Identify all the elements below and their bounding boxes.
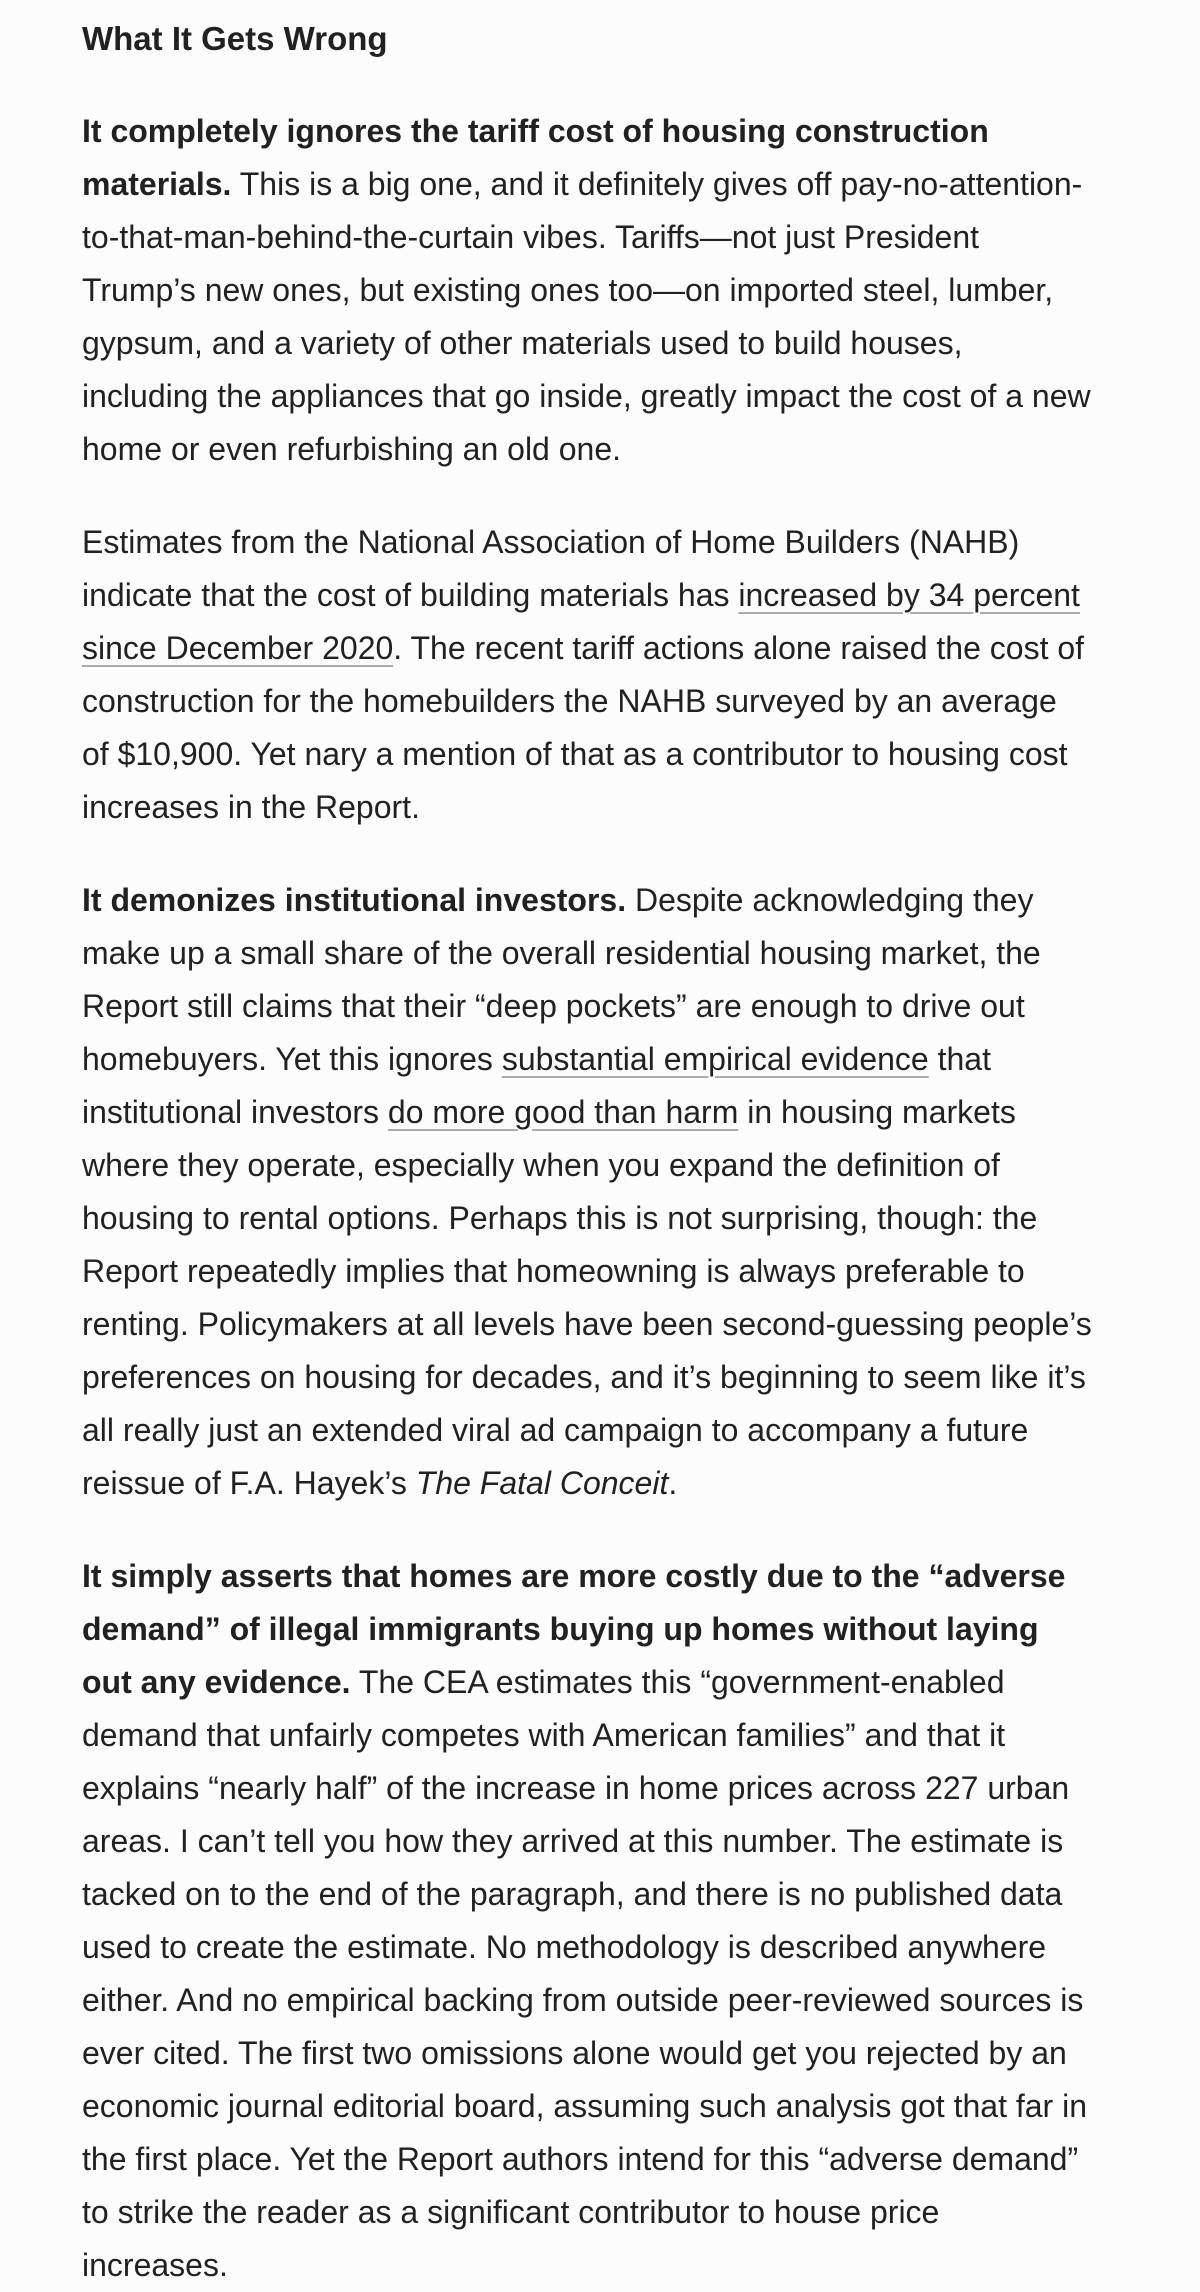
bold-lead-in: It demonizes institutional investors. [82,882,627,918]
bold-lead-in: It completely ignores the tariff cost of housing construction materials. [82,113,989,202]
inline-link[interactable]: increased by 34 percent since December 2020 [82,577,1080,666]
paragraph [82,874,1092,1510]
paragraph [82,516,1092,834]
body-text: . The recent tariff actions alone raised the cost of construction for the homebuilders the NAHB surveyed by an average of $10,900. Yet nary a mention of that as a contributor to housing cost increases in the Report. [82,630,1085,825]
section-heading: What It Gets Wrong [82,20,388,57]
body-text: Estimates from the National Association of Home Builders (NAHB) indicate that the cost of building materials has [82,524,1020,613]
paragraph [82,105,1092,476]
body-text: that institutional investors [82,1041,991,1130]
book-title: The Fatal Conceit [415,1465,669,1501]
body-text: . [668,1465,678,1501]
body-text: The CEA estimates this “government-enabled demand that unfairly competes with American families” and that it explains “nearly half” of the increase in home prices across 227 urban areas. I can’t tell you how they arrived at this number. The estimate is tacked on to the end of the paragraph, and there is no published data used to create the estimate. No methodology is described anywhere either. And no empirical backing from outside peer-reviewed sources is ever cited. The first two omissions alone would get you rejected by an economic journal editorial board, assuming such analysis got that far in the first place. Yet the Report authors intend for this “adverse demand” to strike the reader as a significant contributor to house price increases. [82,1664,1087,2283]
body-text: in housing markets where they operate, especially when you expand the definition of housing to rental options. Perhaps this is not surprising, though: the Report repeatedly implies that homeowning is always preferable to renting. Policymakers at all levels have been second-guessing people’s preferences on housing for decades, and it’s beginning to seem like it’s all really just an extended viral ad campaign to accompany a future reissue of F.A. Hayek’s [82,1094,1092,1501]
inline-link[interactable]: substantial empirical evidence [501,1041,929,1077]
bold-lead-in: It simply asserts that homes are more costly due to the “adverse demand” of illegal immigrants buying up homes without laying out any evidence. [82,1558,1066,1700]
paragraph [82,1550,1092,2292]
body-text: Despite acknowledging they make up a small share of the overall residential housing market, the Report still claims that their “deep pockets” are enough to drive out homebuyers. Yet this ignores [82,882,1041,1077]
body-text: This is a big one, and it definitely gives off pay-no-attention-to-that-man-behind-the-curtain vibes. Tariffs—not just President Trump’s new ones, but existing ones too—on imported steel, lumber, gypsum, and a variety of other materials used to build houses, including the appliances that go inside, greatly impact the cost of a new home or even refurbishing an old one. [82,166,1091,467]
inline-link[interactable]: do more good than harm [387,1094,739,1130]
paragraphs-container [82,105,1092,2292]
